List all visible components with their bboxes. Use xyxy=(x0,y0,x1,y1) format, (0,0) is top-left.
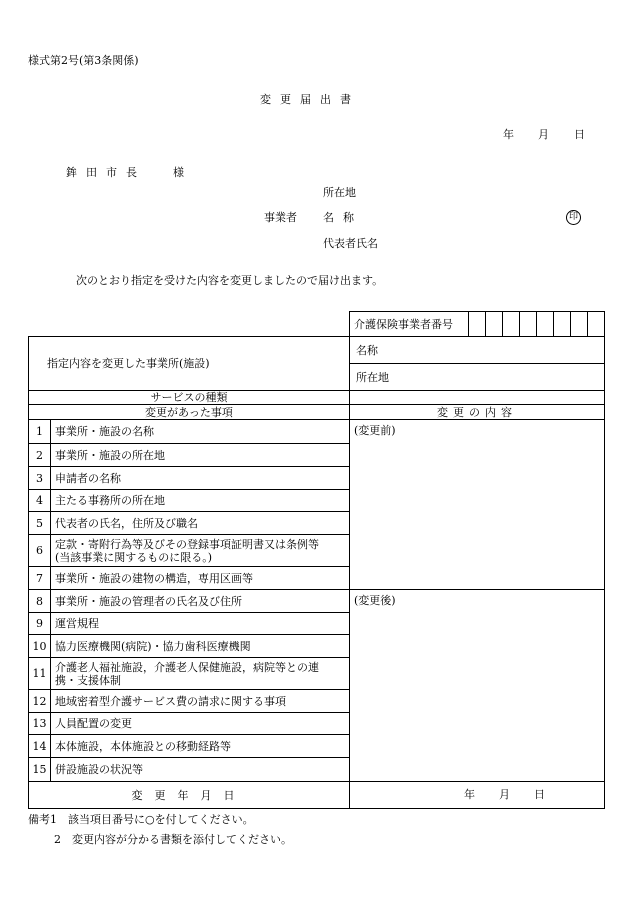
item-label xyxy=(51,658,350,690)
item-number: 9 xyxy=(29,613,51,635)
insurance-number-box[interactable] xyxy=(553,312,570,336)
note-1: 備考1 該当項目番号に○を付してください。 xyxy=(28,813,254,826)
insurance-number-box[interactable] xyxy=(587,312,604,336)
insurance-number-box[interactable] xyxy=(519,312,536,336)
item-number: 15 xyxy=(29,758,51,782)
change-before-label: (変更前) xyxy=(354,424,396,437)
note-2: 2 変更内容が分かる書類を添付してください。 xyxy=(54,833,292,846)
seal-mark xyxy=(566,210,581,225)
item-number: 7 xyxy=(29,567,51,590)
service-type-label: サービスの種類 xyxy=(29,391,350,405)
item-number: 10 xyxy=(29,635,51,658)
item-label: 併設施設の状況等 xyxy=(51,758,350,782)
insurance-number-cell xyxy=(350,312,605,337)
facility-name-label[interactable]: 名称 xyxy=(356,343,378,357)
item-label xyxy=(51,535,350,567)
item-label: 地域密着型介護サービス費の請求に関する事項 xyxy=(51,690,350,713)
item-label: 協力医療機関(病院)・協力歯科医療機関 xyxy=(51,635,350,658)
insurance-number-box[interactable] xyxy=(570,312,587,336)
footer-month: 月 xyxy=(499,788,510,801)
item-label: 事業所・施設の所在地 xyxy=(51,444,350,467)
insurance-number-box[interactable] xyxy=(502,312,519,336)
change-date-value[interactable] xyxy=(350,782,605,809)
form-number: 様式第2号(第3条関係) xyxy=(28,54,139,67)
item-number: 11 xyxy=(29,658,51,690)
item-number: 5 xyxy=(29,512,51,535)
facility-cell xyxy=(350,337,605,391)
change-after-cell[interactable] xyxy=(350,590,605,782)
item-label-line1: 定款・寄附行為等及びその登録事項証明書又は条例等 xyxy=(55,537,319,551)
item-label: 運営規程 xyxy=(51,613,350,635)
item-label: 代表者の氏名，住所及び職名 xyxy=(51,512,350,535)
change-content-header: 変更の内容 xyxy=(350,405,605,420)
applicant-representative-label: 代表者氏名 xyxy=(323,237,378,250)
change-after-label: (変更後) xyxy=(354,594,396,607)
item-label: 事業所・施設の建物の構造，専用区画等 xyxy=(51,567,350,590)
item-number: 3 xyxy=(29,467,51,490)
applicant-business-label: 事業者 xyxy=(264,211,297,224)
item-number: 14 xyxy=(29,735,51,758)
date-year: 年 xyxy=(503,128,514,141)
item-label: 主たる事務所の所在地 xyxy=(51,490,350,512)
item-label-line1: 介護老人福祉施設，介護老人保健施設，病院等との連 xyxy=(55,660,319,674)
change-before-cell[interactable] xyxy=(350,420,605,590)
item-number: 1 xyxy=(29,420,51,444)
item-number: 12 xyxy=(29,690,51,713)
item-label: 事業所・施設の管理者の氏名及び住所 xyxy=(51,590,350,613)
item-number: 4 xyxy=(29,490,51,512)
facility-location-label[interactable]: 所在地 xyxy=(350,363,604,390)
insurance-number-label: 介護保険事業者番号 xyxy=(354,317,453,331)
change-date-label: 変更年月日 xyxy=(29,782,350,809)
item-label: 事業所・施設の名称 xyxy=(51,420,350,444)
changed-items-header: 変更があった事項 xyxy=(29,405,350,420)
insurance-number-box[interactable] xyxy=(468,312,485,336)
applicant-location-label: 所在地 xyxy=(323,186,356,199)
footer-day: 日 xyxy=(534,788,545,801)
item-label: 申請者の名称 xyxy=(51,467,350,490)
item-label-line2: 携・支援体制 xyxy=(55,673,121,687)
applicant-name-label: 名称 xyxy=(323,211,363,224)
date-month: 月 xyxy=(538,128,549,141)
change-form-table xyxy=(28,311,605,809)
seal-icon: 印 xyxy=(566,210,581,225)
item-label: 本体施設，本体施設との移動経路等 xyxy=(51,735,350,758)
item-number: 8 xyxy=(29,590,51,613)
item-label-line2: (当該事業に関するものに限る。) xyxy=(55,550,213,564)
intro-text: 次のとおり指定を受けた内容を変更しましたので届け出ます。 xyxy=(76,274,384,287)
service-type-value[interactable] xyxy=(350,391,605,405)
item-number: 2 xyxy=(29,444,51,467)
item-label: 人員配置の変更 xyxy=(51,713,350,735)
addressee-suffix: 様 xyxy=(173,166,184,179)
page-title: 変更届出書 xyxy=(260,93,360,106)
footer-year: 年 xyxy=(464,788,475,801)
facility-label: 指定内容を変更した事業所(施設) xyxy=(29,337,350,391)
date-day: 日 xyxy=(574,128,585,141)
insurance-number-box[interactable] xyxy=(485,312,502,336)
addressee: 鉾田市長 xyxy=(66,166,146,179)
item-number: 6 xyxy=(29,535,51,567)
item-number: 13 xyxy=(29,713,51,735)
insurance-number-box[interactable] xyxy=(536,312,553,336)
